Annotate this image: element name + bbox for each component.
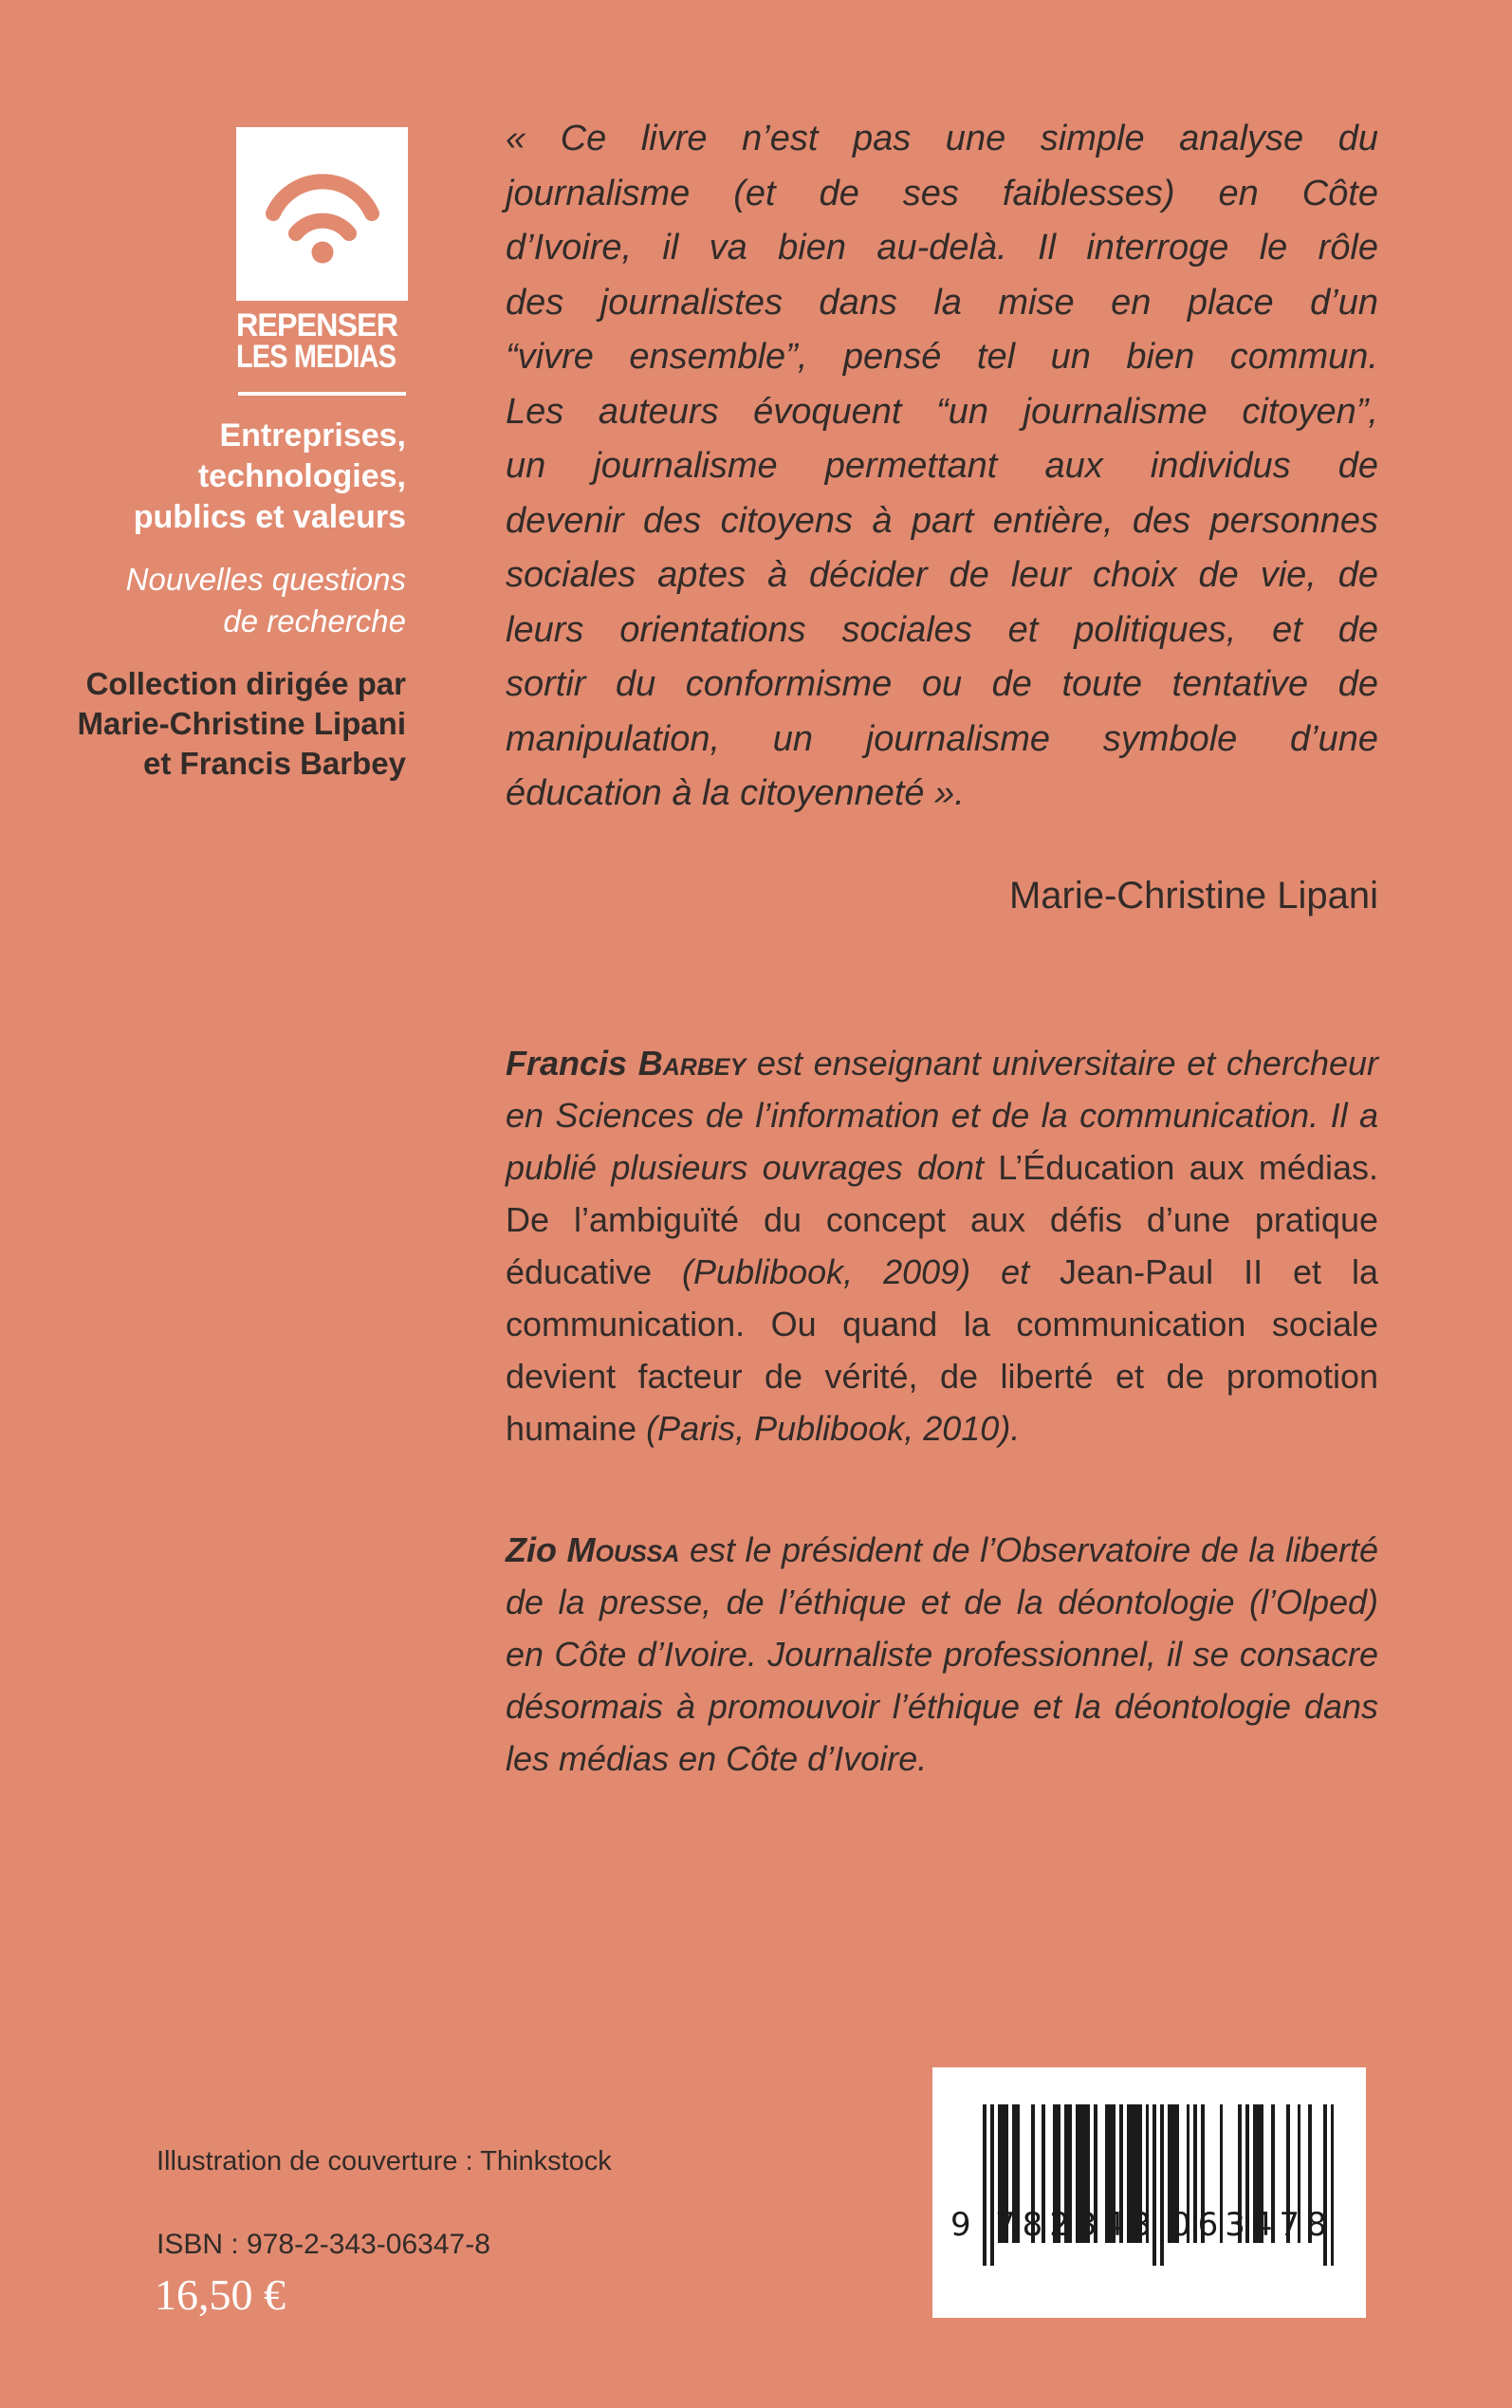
bio-line	[506, 1680, 1378, 1732]
bio-line	[506, 1194, 1378, 1246]
collection-logo	[236, 127, 408, 301]
barcode	[932, 2067, 1366, 2318]
author-bio-zio-moussa	[506, 1524, 1378, 1785]
tagline-line: publics et valeurs	[133, 499, 406, 535]
brand-divider	[238, 392, 406, 396]
quote-line: Les auteurs évoquent “un journalisme citoyen”,	[506, 391, 1378, 432]
brand-line-1: REPENSER	[236, 307, 398, 343]
bio-text: publié plusieurs ouvrages dont	[506, 1148, 999, 1187]
bio-line	[506, 1402, 1378, 1454]
back-cover-quote	[506, 112, 1378, 822]
subtitle-line: de recherche	[223, 603, 406, 639]
book-title: L’Éducation aux médias.	[998, 1148, 1378, 1187]
quote-line: sociales aptes à décider de leur choix de vie, de	[506, 555, 1378, 595]
barcode-digit-leading: 9	[950, 2206, 971, 2244]
wifi-icon	[261, 169, 384, 264]
barcode-bar	[1160, 2104, 1164, 2266]
directors-line: Marie-Christine Lipani	[77, 706, 406, 741]
book-title: devient facteur de vérité, de liberté et de promotion	[506, 1357, 1378, 1396]
bio-line	[506, 1037, 1378, 1089]
book-title: De l’ambiguïté du concept aux défis d’une pratique	[506, 1200, 1378, 1239]
quote-line: éducation à la citoyenneté ».	[506, 773, 965, 813]
bio-text: est le président de l’Observatoire de la liberté	[679, 1530, 1378, 1569]
bio-line	[506, 1246, 1378, 1298]
quote-line: un journalisme permettant aux individus de	[506, 446, 1378, 486]
author-first-name: Zio	[506, 1530, 567, 1569]
bio-line	[506, 1732, 1378, 1785]
bio-text: désormais à promouvoir l’éthique et la déontologie dans	[506, 1687, 1378, 1726]
quote-line: des journalistes dans la mise en place d’un	[506, 282, 1378, 323]
bio-line	[506, 1524, 1378, 1576]
collection-directors	[38, 664, 406, 784]
barcode-digits-group-1: 782343	[995, 2206, 1158, 2244]
tagline-line: Entreprises,	[219, 417, 406, 454]
quote-line: manipulation, un journalisme symbole d’une	[506, 718, 1378, 759]
bio-line	[506, 1628, 1378, 1680]
subtitle-line: Nouvelles questions	[125, 562, 406, 597]
quote-line: d’Ivoire, il va bien au-delà. Il interroge le rôle	[506, 228, 1378, 268]
bio-line	[506, 1350, 1378, 1402]
price-text: 16,50 €	[155, 2270, 286, 2319]
quote-attribution: Marie-Christine Lipani	[1008, 875, 1378, 917]
barcode-bar	[983, 2104, 986, 2266]
quote-line: journalisme (et de ses faiblesses) en Côte	[506, 173, 1378, 213]
author-last-name: Barbey	[637, 1044, 747, 1083]
isbn-text: ISBN : 978-2-343-06347-8	[157, 2229, 490, 2260]
bio-line	[506, 1576, 1378, 1628]
illustration-credit: Illustration de couverture : Thinkstock	[157, 2146, 612, 2176]
book-title: éducative	[506, 1252, 683, 1291]
book-title: communication. Ou quand la communication sociale	[506, 1305, 1378, 1343]
quote-line: “vivre ensemble”, pensé tel un bien commun.	[506, 337, 1378, 377]
bio-text: (Paris, Publibook, 2010).	[646, 1409, 1021, 1448]
quote-line: leurs orientations sociales et politiques, et de	[506, 609, 1378, 650]
quote-line: « Ce livre n’est pas une simple analyse du	[506, 119, 1378, 158]
barcode-bar	[990, 2104, 994, 2266]
book-title: humaine	[506, 1409, 647, 1448]
book-title: Jean-Paul II et la	[1060, 1252, 1378, 1291]
bio-text: en Côte d’Ivoire. Journaliste professionnel, il se consacre	[506, 1635, 1378, 1674]
bio-line	[506, 1298, 1378, 1350]
tagline-line: technologies,	[197, 458, 406, 494]
bio-text: de la presse, de l’éthique et de la déontologie (l’Olped)	[506, 1583, 1378, 1621]
brand-line-2: LES MEDIAS	[236, 339, 396, 375]
bio-text: est enseignant universitaire et chercheur	[746, 1044, 1378, 1083]
collection-info-column	[38, 416, 406, 784]
bio-text: les médias en Côte d’Ivoire.	[506, 1739, 928, 1778]
directors-line: Collection dirigée par	[85, 666, 406, 701]
author-bio-francis-barbey	[506, 1037, 1378, 1454]
bio-line	[506, 1141, 1378, 1194]
quote-line: devenir des citoyens à part entière, des personnes	[506, 500, 1378, 541]
bio-text: (Publibook, 2009) et	[682, 1252, 1060, 1291]
collection-brand-name	[236, 307, 416, 375]
bio-line	[506, 1089, 1378, 1141]
author-last-name: Moussa	[566, 1530, 680, 1569]
bio-text: en Sciences de l’information et de la communication. Il a	[506, 1096, 1378, 1135]
collection-tagline	[38, 416, 406, 538]
directors-line: et Francis Barbey	[143, 746, 406, 781]
collection-subtitle	[38, 559, 406, 642]
author-first-name: Francis	[506, 1044, 638, 1083]
barcode-digits-group-2: 063478	[1171, 2206, 1334, 2244]
quote-line: sortir du conformisme ou de toute tentative de	[506, 664, 1378, 704]
